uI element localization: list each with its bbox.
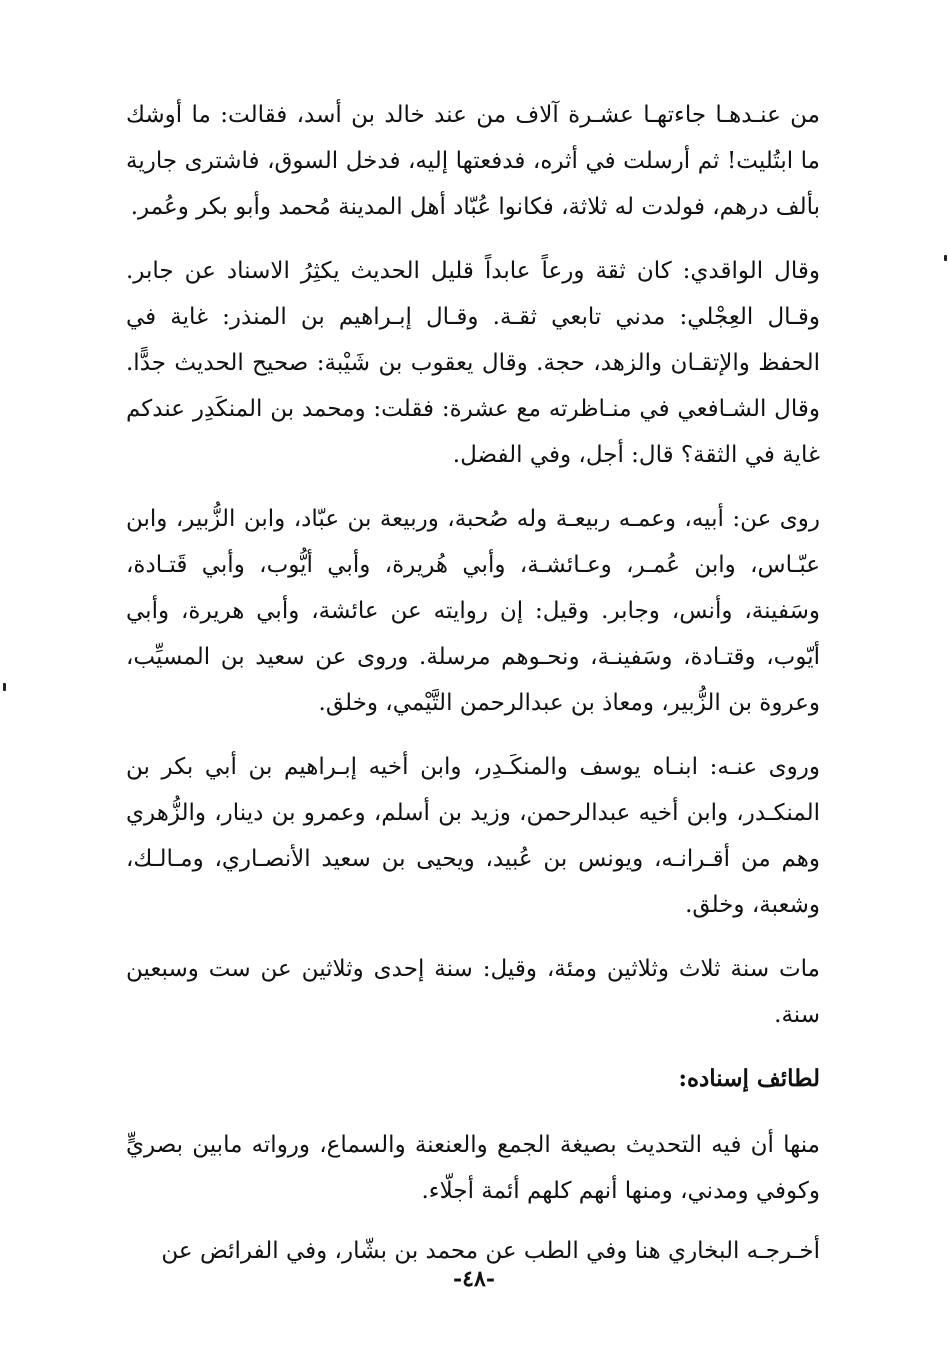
page-number: -٤٨- <box>453 1266 495 1292</box>
paragraph-lataif-1: منها أن فيه التحديث بصيغة الجمع والعنعنة والسماع، ورواته مابين بصريٍّ وكوفي ومدني، ومنها أنهم كلهم أئمة أجلّاء. <box>126 1132 820 1204</box>
paragraph-tawthiq: وقال الواقدي: كان ثقة ورعاً عابداً قليل الحديث يكثِرُ الاسناد عن جابر. وقـال العِجْلي: مدني تابعي ثقـة. وقـال إبـراهيم بن المنذر: غاية في الحفظ والإتقـان والزهد، حجة. وقال يعقوب بن شَيْبة: صحيح الحديث جدًّا. وقال الشـافعي في منـاظرته مع عشرة: فقلت: ومحمد بن المنكَدِر عندكم غاية في الثقة؟ قال: أجل، وفي الفضل. <box>126 258 820 468</box>
paragraph-riwaya-an: روى عن: أبيه، وعمـه ربيعـة وله صُحبة، وربيعة بن عبّاد، وابن الزُّبير، وابن عبّـاس، وابن عُمـر، وعـائشـة، وأبي هُريرة، وأبي أيُّوب، وأبي قَتـادة، وسَفينة، وأنس، وجابر. وقيل: إن روايته عن عائشة، وأبي هريرة، وأبي أيّوب، وقتـادة، وسَفينـة، ونحـوهم مرسلة. وروى عن سعيد بن المسيِّب، وعروة بن الزُّبير، ومعاذ بن عبدالرحمن التَّيْمي، وخلق. <box>126 506 820 716</box>
paragraph-wafat: مات سنة ثلاث وثلاثين ومئة، وقيل: سنة إحدى وثلاثين عن ست وسبعين سنة. <box>126 956 820 1028</box>
scan-edge-mark <box>3 683 6 691</box>
scan-edge-mark <box>944 255 947 261</box>
paragraph-riwaya-anhu: وروى عنـه: ابنـاه يوسف والمنكَـدِر، وابن أخيه إبـراهيم بن أبي بكر بن المنكـدر، وابن أخيه عبدالرحمن، وزيد بن أسلم، وعمرو بن دينار، والزُّهري وهم من أقـرانـه، ويونس بن عُبيد، ويحيى بن سعيد الأنصـاري، ومـالـك، وشعبة، وخلق. <box>126 754 820 918</box>
page-body <box>126 92 820 1274</box>
paragraph-story: من عنـدهـا جاءتهـا عشـرة آلاف من عند خالد بن أسد، فقالت: ما أوشك ما ابتُليت! ثم أرسلت في أثره، فدفعتها إليه، فدخل السوق، فاشترى جارية بألف درهم، فولدت له ثلاثة، فكانوا عُبّاد أهل المدينة مُحمد وأبو بكر وعُمر. <box>126 102 820 220</box>
paragraph-lataif-2: أخـرجـه البخاري هنا وفي الطب عن محمد بن بشّار، وفي الفرائض عن <box>161 1238 820 1264</box>
section-heading: لطائف إسناده: <box>678 1065 820 1092</box>
